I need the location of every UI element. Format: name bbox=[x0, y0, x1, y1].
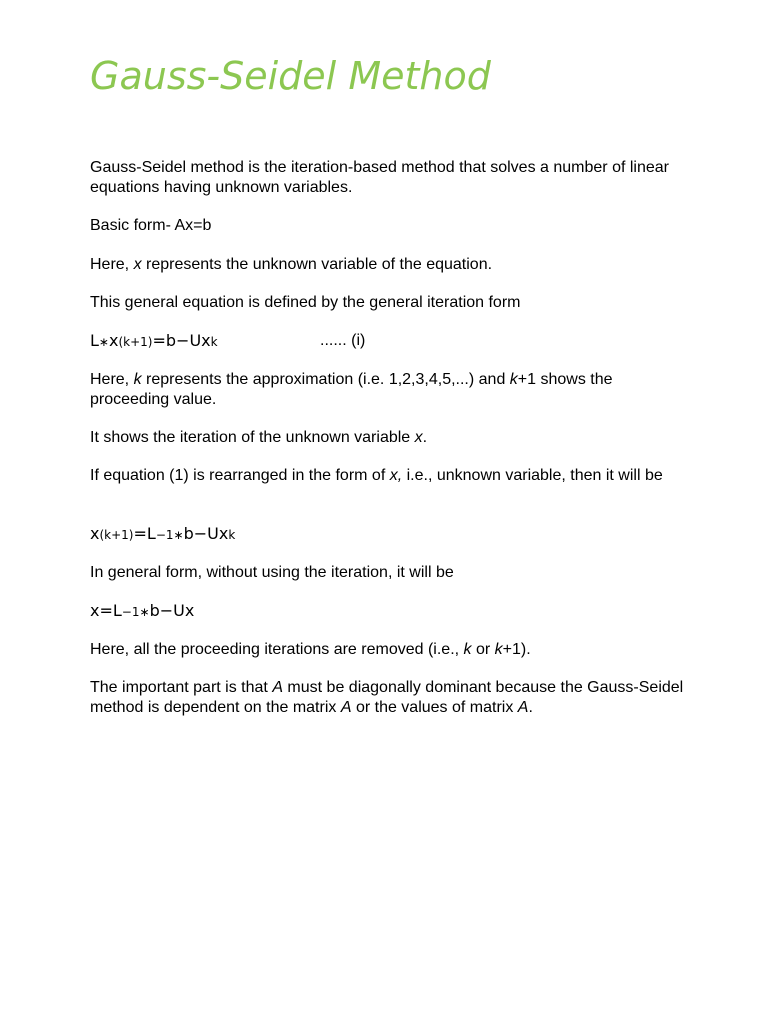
variable-a: A bbox=[340, 699, 352, 716]
variable-x: x, bbox=[389, 467, 403, 484]
text-span: represents the approximation (i.e. 1,2,3,4,5,...) and bbox=[141, 371, 510, 388]
intro-paragraph: Gauss-Seidel method is the iteration-based method that solves a number of linear equations having unknown variables. bbox=[90, 159, 669, 196]
approximation-paragraph bbox=[90, 370, 690, 410]
eq-symbol: ∗ bbox=[98, 335, 109, 349]
text-span: . bbox=[422, 429, 428, 446]
text-span: Here, bbox=[90, 371, 134, 388]
equation-rearranged bbox=[90, 524, 235, 545]
eq-symbol: x bbox=[90, 601, 100, 620]
rearranged-paragraph bbox=[90, 466, 690, 486]
text-span: must be diagonally dominant because the Gauss-Seidel method is dependent on the matrix bbox=[90, 679, 684, 716]
eq-symbol: ∗ bbox=[173, 528, 184, 542]
equation-general bbox=[90, 601, 194, 622]
basic-form-paragraph: Basic form- Ax=b bbox=[90, 217, 212, 234]
variable-k: k bbox=[509, 371, 518, 388]
text-span: . bbox=[528, 699, 533, 716]
eq-symbol: L bbox=[112, 601, 122, 620]
text-span: or bbox=[471, 641, 495, 658]
eq-symbol: Ux bbox=[189, 331, 211, 350]
text-span: i.e., unknown variable, then it will be bbox=[402, 467, 663, 484]
eq-symbol: x bbox=[90, 524, 100, 543]
iteration-form-paragraph: This general equation is defined by the general iteration form bbox=[90, 294, 521, 311]
text-span: Here, all the proceeding iterations are removed (i.e., bbox=[90, 641, 464, 658]
text-span: If equation (1) is rearranged in the form of bbox=[90, 467, 390, 484]
text-span: It shows the iteration of the unknown variable bbox=[90, 429, 415, 446]
eq-operator: − bbox=[193, 524, 208, 543]
eq-symbol: b bbox=[165, 331, 177, 350]
equation-i bbox=[90, 331, 218, 352]
text-span: +1 shows the proceeding value. bbox=[90, 371, 613, 408]
text-span: +1). bbox=[502, 641, 531, 658]
eq-symbol: b bbox=[149, 601, 160, 620]
iterations-removed-paragraph bbox=[90, 640, 690, 660]
eq-operator: = bbox=[152, 331, 166, 350]
equation-label: ...... (i) bbox=[320, 332, 366, 349]
eq-symbol: ∗ bbox=[139, 605, 150, 619]
eq-operator: − bbox=[176, 331, 190, 350]
eq-subscript: k bbox=[210, 335, 218, 349]
text-span: represents the unknown variable of the equation. bbox=[141, 256, 493, 273]
eq-symbol: x bbox=[108, 331, 119, 350]
iteration-paragraph bbox=[90, 428, 690, 448]
eq-operator: = bbox=[99, 601, 113, 620]
eq-symbol: L bbox=[146, 524, 156, 543]
variable-x: x bbox=[414, 429, 423, 446]
eq-symbol: L bbox=[90, 331, 99, 350]
text-span: Here, bbox=[90, 256, 134, 273]
eq-operator: = bbox=[133, 524, 147, 543]
variable-k: k bbox=[133, 371, 142, 388]
text-span: The important part is that bbox=[90, 679, 273, 696]
eq-subscript: −1 bbox=[121, 605, 140, 619]
unknown-variable-paragraph bbox=[90, 255, 690, 275]
eq-symbol: Ux bbox=[207, 524, 229, 543]
eq-symbol: Ux bbox=[173, 601, 195, 620]
variable-x: x bbox=[133, 256, 142, 273]
eq-subscript: (k+1) bbox=[118, 335, 153, 349]
variable-a: A bbox=[272, 679, 283, 696]
variable-a: A bbox=[517, 699, 529, 716]
variable-k: k bbox=[463, 641, 472, 658]
eq-subscript: −1 bbox=[155, 528, 174, 542]
eq-operator: − bbox=[159, 601, 174, 620]
eq-symbol: b bbox=[183, 524, 194, 543]
text-span: or the values of matrix bbox=[351, 699, 518, 716]
general-form-paragraph: In general form, without using the iteration, it will be bbox=[90, 564, 454, 581]
diagonal-dominance-paragraph bbox=[90, 678, 690, 718]
variable-k: k bbox=[494, 641, 503, 658]
eq-subscript: k bbox=[228, 528, 236, 542]
eq-subscript: (k+1) bbox=[99, 528, 134, 542]
page-title: Gauss-Seidel Method bbox=[90, 54, 491, 98]
